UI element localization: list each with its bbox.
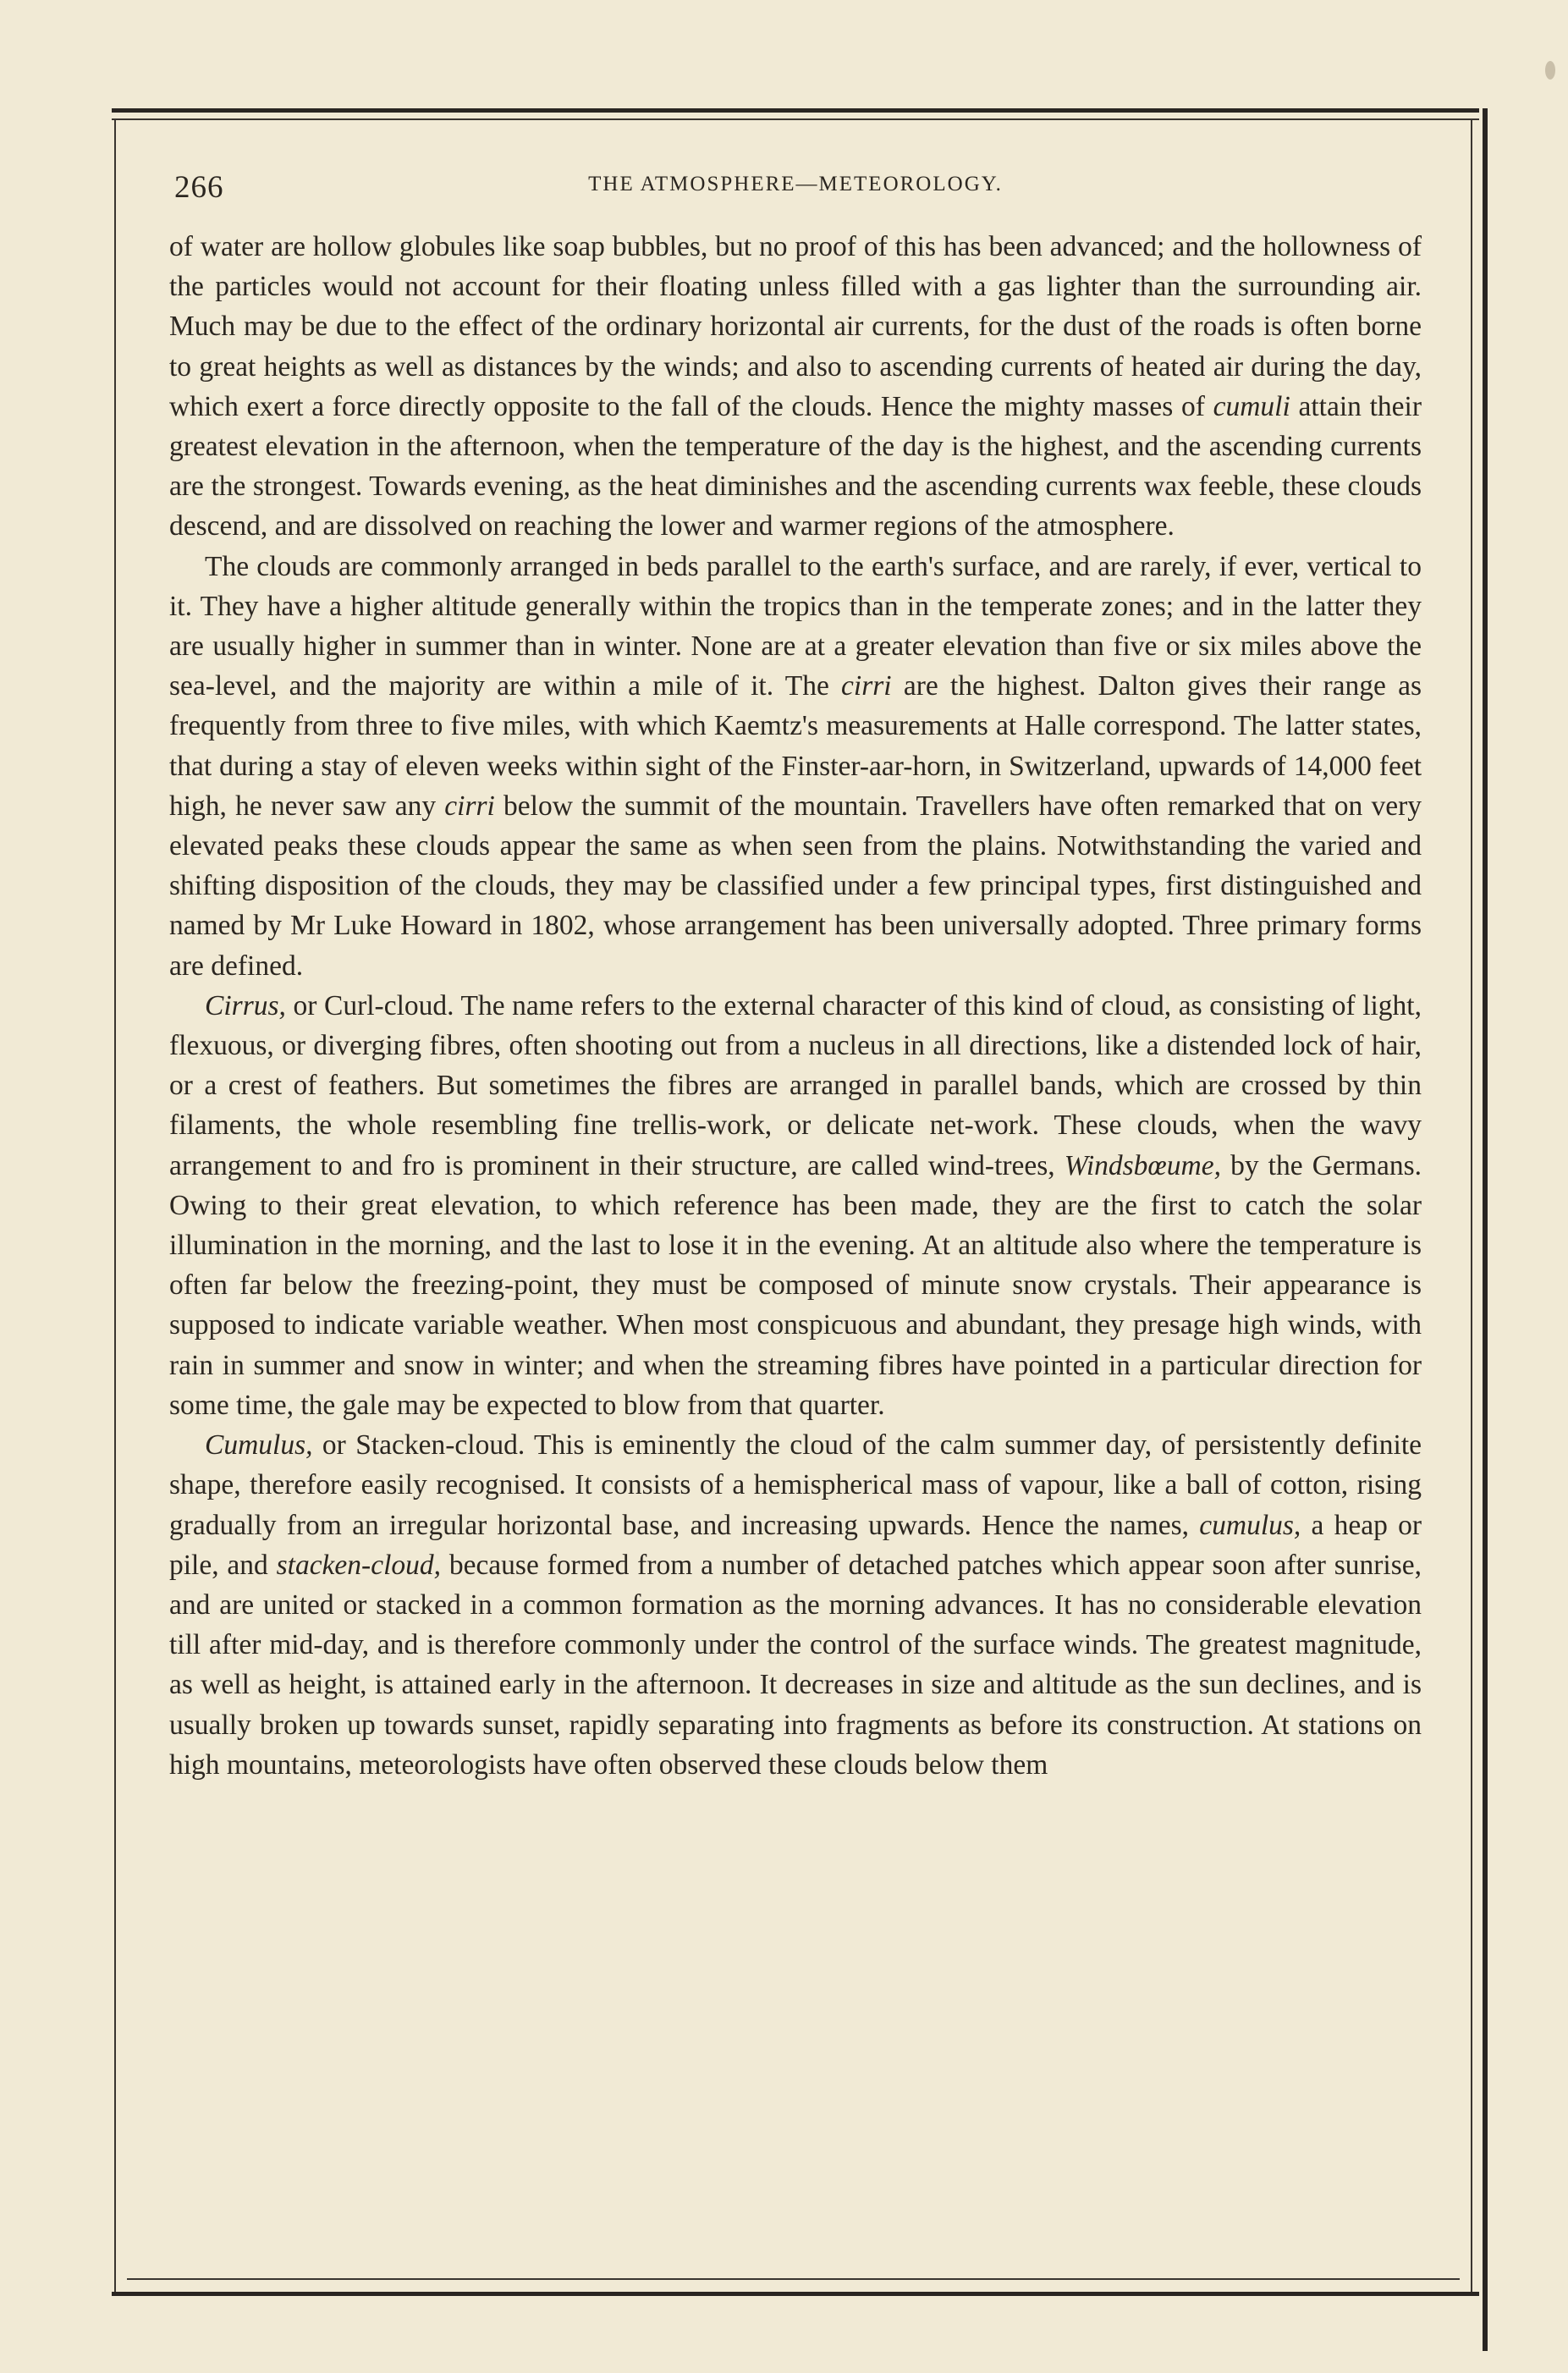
italic-term: cumulus, — [1199, 1509, 1301, 1541]
frame-rule-right-inner — [1471, 118, 1472, 2295]
frame-rule-top-inner — [112, 118, 1479, 120]
paragraph-2 — [169, 547, 1422, 986]
page-header — [169, 166, 1422, 208]
text-run: by the Germans. Owing to their great elevation, to which reference has been made, they are the first to catch the solar illumination in the morning, and the last to lose it in the evening. At an altitude also where the temperature is often far below the freezing-point, they must be composed of minute snow crystals. Their appearance is supposed to indicate variable weather. When most conspicuous and abundant, they presage high winds, with rain in summer and snow in winter; and when the streaming fibres have pointed in a particular direction for some time, the gale may be expected to blow from that quarter. — [169, 1149, 1422, 1421]
italic-term: cirri — [841, 670, 892, 702]
frame-rule-bottom-inner — [127, 2278, 1460, 2280]
frame-rule-bottom — [112, 2292, 1479, 2296]
italic-term: Cirrus, — [205, 989, 286, 1021]
italic-term: cumuli — [1213, 390, 1290, 422]
italic-term: Cumulus, — [205, 1429, 313, 1462]
italic-term: cirri — [444, 790, 495, 822]
text-run: are the highest. Dalton gives their range as frequently from three to five miles, with which Kaemtz's measurements at Halle correspond. The latter states, that during a stay of eleven weeks within sight of the Finster-aar-horn, in Switzerland, upwards of 14,000 feet high, he never saw any — [169, 670, 1422, 822]
frame-rule-left — [114, 118, 116, 2293]
paragraph-3 — [169, 986, 1422, 1425]
frame-rule-right — [1483, 108, 1488, 2351]
paragraph-1 — [169, 227, 1422, 547]
frame-rule-top — [112, 108, 1479, 113]
text-run: below the summit of the mountain. Travellers have often remarked that on very elevated peaks these clouds appear the same as when seen from the plains. Notwithstanding the varied and shifting disposition of the clouds, they may be classified under a few principal types, first distinguished and named by Mr Luke Howard in 1802, whose arrangement has been universally adopted. Three primary forms are defined. — [169, 790, 1422, 982]
text-run: because formed from a number of detached patches which appear soon after sunrise, and are united or stacked in a common formation as the morning advances. It has no considerable elevation till after mid-day, and is therefore commonly under the control of the surface winds. The greatest magnitude, as well as height, is attained early in the afternoon. It decreases in size and altitude as the sun declines, and is usually broken up towards sunset, rapidly separating into fragments as before its construction. At stations on high mountains, meteorologists have often observed these clouds below them — [169, 1549, 1422, 1781]
running-head: THE ATMOSPHERE—METEOROLOGY. — [588, 173, 1003, 195]
text-run: or Curl-cloud. The name refers to the external character of this kind of cloud, as consisting of light, flexuous, or diverging fibres, often shooting out from a nucleus in all directions, like a distended lock of hair, or a crest of feathers. But sometimes the fibres are arranged in parallel bands, which are crossed by thin filaments, the whole resembling fine trellis-work, or delicate net-work. These clouds, when the wavy arrangement to and fro is prominent in their structure, are called wind-trees, — [169, 989, 1422, 1181]
italic-term: Windsbœume, — [1064, 1149, 1221, 1181]
paper-mark — [1545, 61, 1555, 80]
text-run: a heap or pile, and — [169, 1509, 1422, 1581]
page-number: 266 — [174, 170, 224, 205]
text-run: attain their greatest elevation in the afternoon, when the temperature of the day is the highest, and the ascending currents are the strongest. Towards evening, as the heat diminishes and the ascending currents wax feeble, these clouds descend, and are dissolved on reaching the lower and warmer regions of the atmosphere. — [169, 390, 1422, 542]
paragraph-4 — [169, 1425, 1422, 1785]
text-run: or Stacken-cloud. This is eminently the cloud of the calm summer day, of persistently definite shape, therefore easily recognised. It consists of a hemispherical mass of vapour, like a ball of cotton, rising gradually from an irregular horizontal base, and increasing upwards. Hence the names, — [169, 1429, 1422, 1541]
text-run: of water are hollow globules like soap bubbles, but no proof of this has been advanced; and the hollowness of the particles would not account for their floating unless filled with a gas lighter than the surrounding air. Much may be due to the effect of the ordinary horizontal air currents, for the dust of the roads is often borne to great heights as well as distances by the winds; and also to ascending currents of heated air during the day, which exert a force directly opposite to the fall of the clouds. Hence the mighty masses of — [169, 231, 1422, 422]
body-text — [169, 227, 1422, 1785]
italic-term: stacken-cloud, — [276, 1549, 442, 1581]
text-run: The clouds are commonly arranged in beds parallel to the earth's surface, and are rarely, if ever, vertical to it. They have a higher altitude generally within the tropics than in the temperate zones; and in the latter they are usually higher in summer than in winter. None are at a greater elevation than five or six miles above the sea-level, and the majority are within a mile of it. The — [169, 550, 1422, 702]
